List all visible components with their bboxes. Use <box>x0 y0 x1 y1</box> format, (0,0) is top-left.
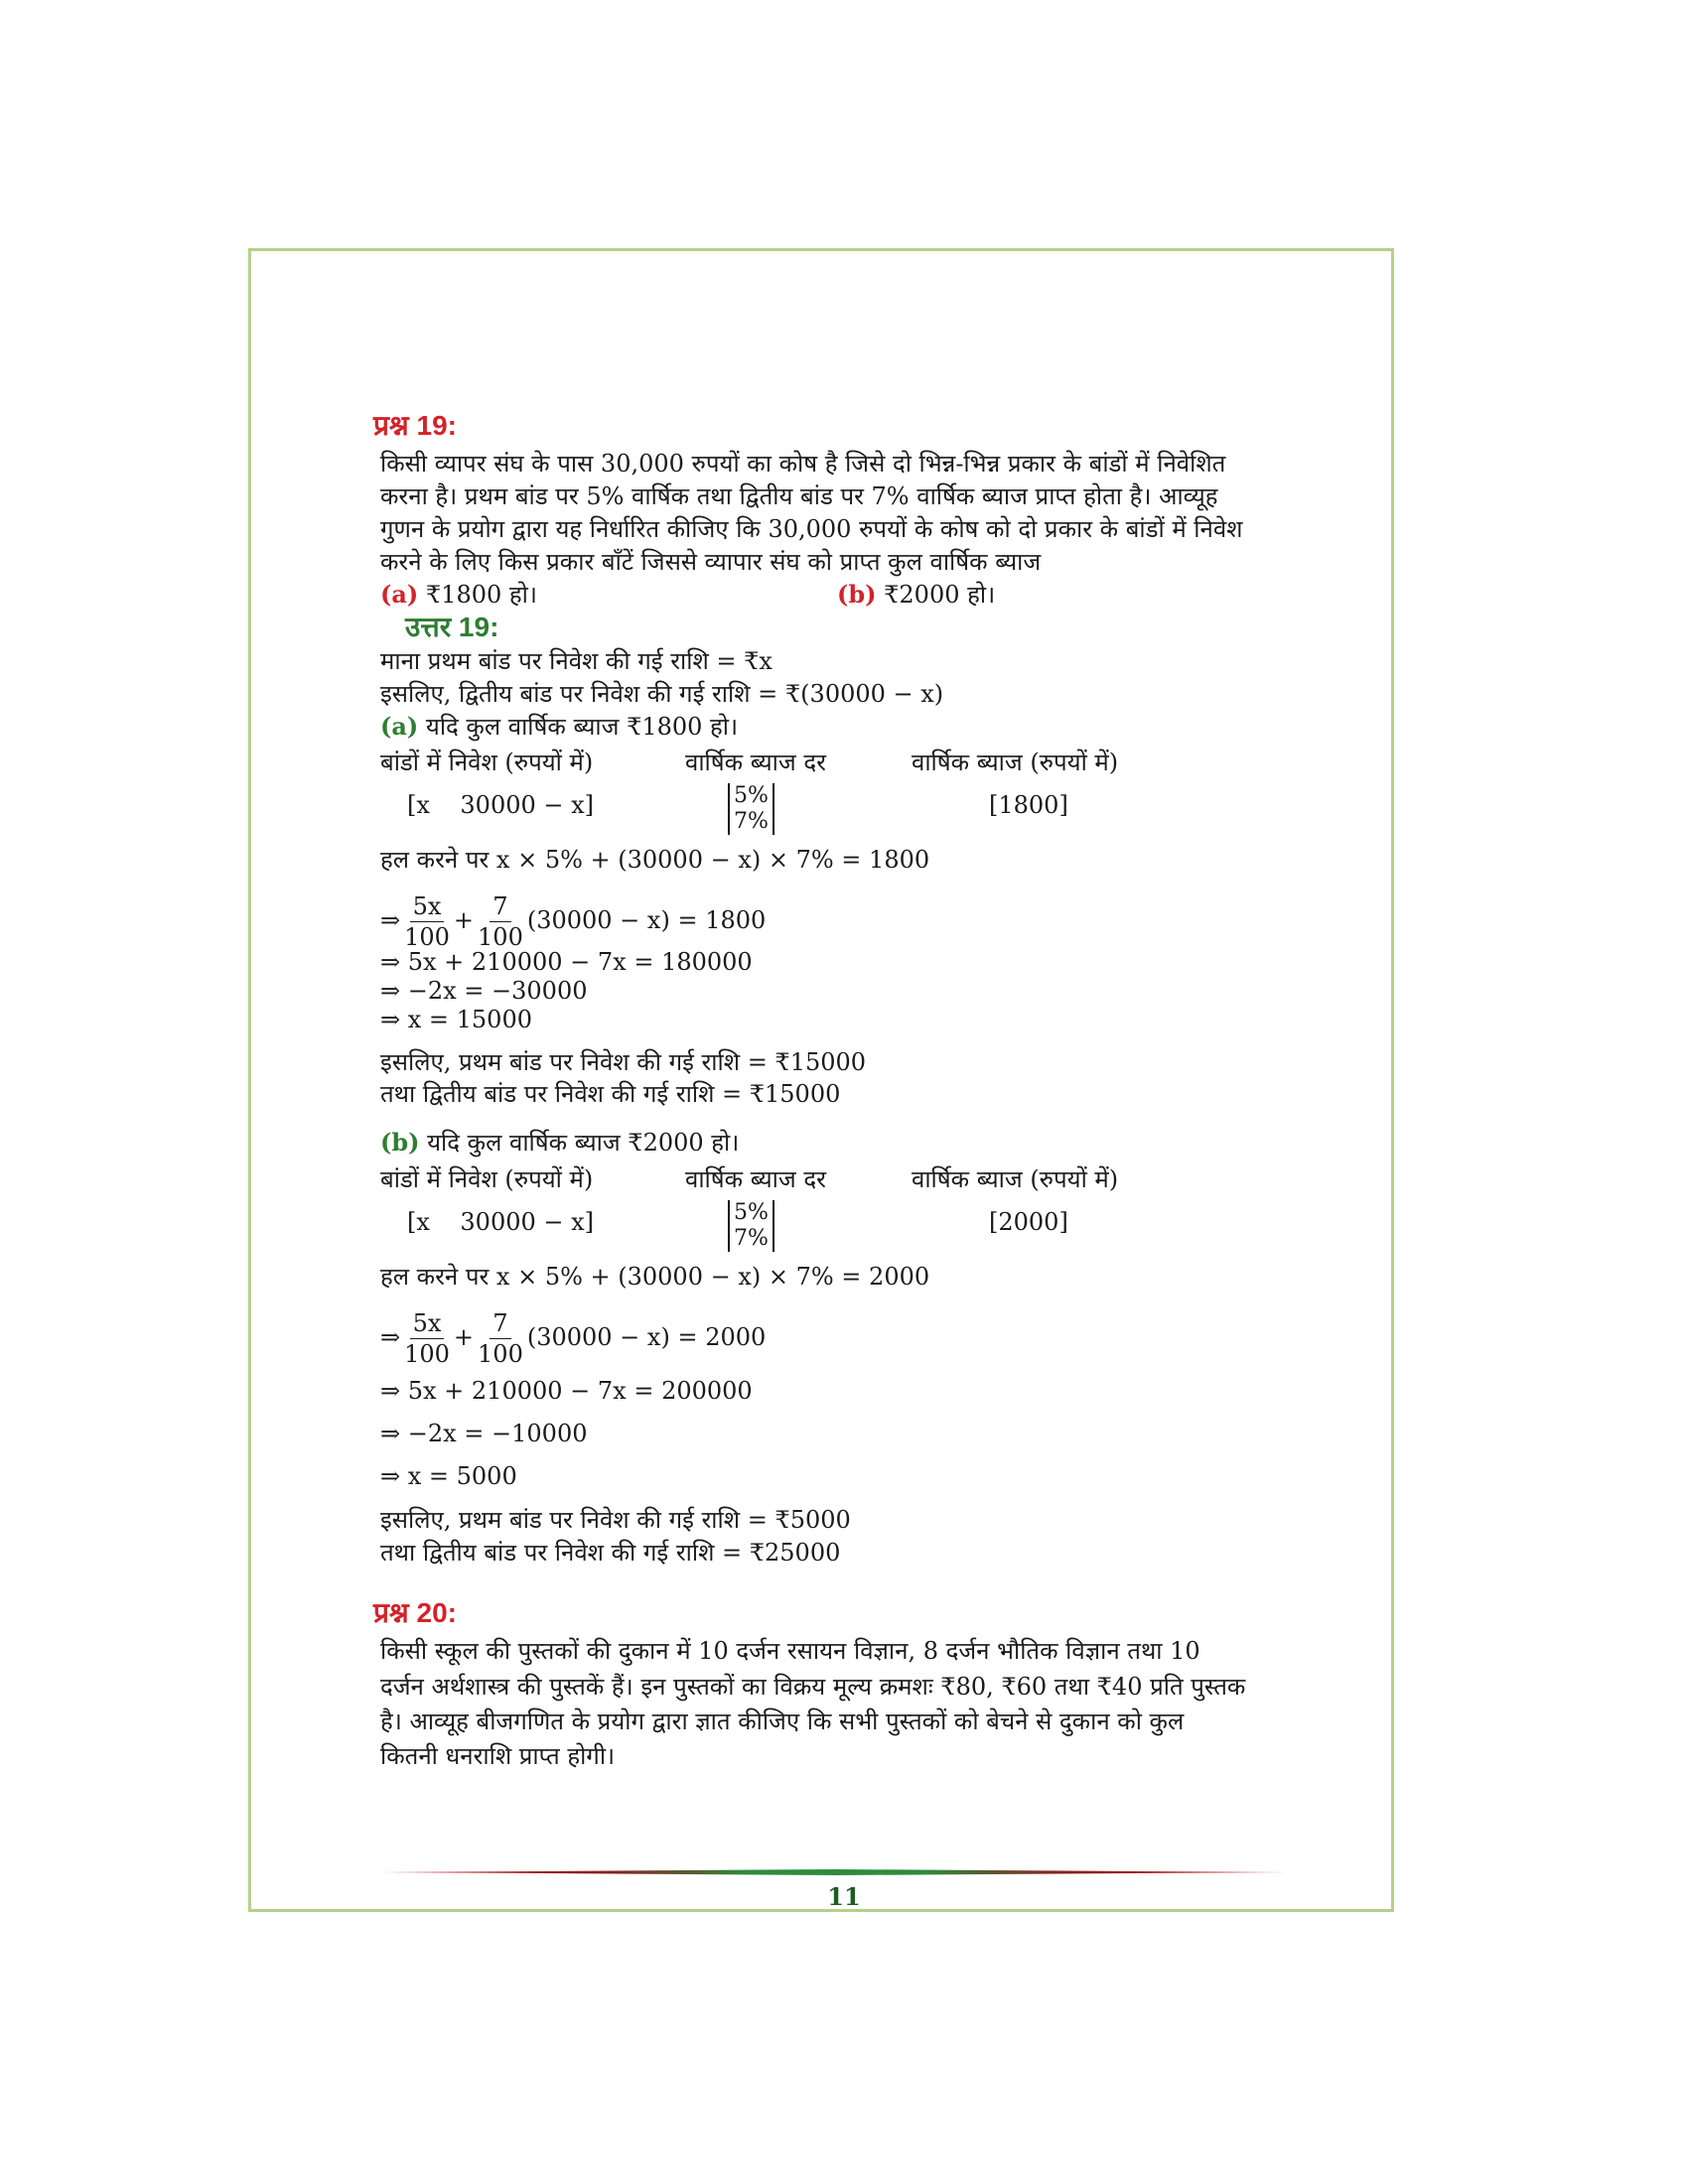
rate-1: 5% <box>734 783 769 808</box>
question-text-line: करने के लिए किस प्रकार बाँटें जिससे व्यापार संघ को प्राप्त कुल वार्षिक ब्याज <box>380 548 1042 576</box>
conclusion-1: इसलिए, प्रथम बांड पर निवेश की गई राशि = ₹5000 <box>380 1506 851 1534</box>
question-text-line: दर्जन अर्थशास्त्र की पुस्तकें हैं। इन पुस्तकों का विक्रय मूल्य क्रमशः ₹80, ₹60 तथा ₹40 प्रति पुस्तक <box>380 1673 1246 1701</box>
table-header-rate: वार्षिक ब्याज दर <box>685 749 826 776</box>
step: ⇒ x = 5000 <box>380 1462 517 1490</box>
option-a-label: (a) <box>380 580 419 609</box>
denominator: 100 <box>404 1340 450 1368</box>
plus-sign: + <box>453 906 475 934</box>
option-b-text: ₹2000 हो। <box>884 581 996 609</box>
denominator: 100 <box>478 1340 523 1368</box>
numerator: 5x <box>410 891 445 922</box>
numerator: 5x <box>410 1308 445 1339</box>
question-text-line: करना है। प्रथम बांड पर 5% वार्षिक तथा द्वितीय बांड पर 7% वार्षिक ब्याज प्राप्त होता है। आव्यूह <box>380 482 1218 510</box>
numerator: 7 <box>490 1308 510 1339</box>
table-header-investment: बांडों में निवेश (रुपयों में) <box>380 749 594 776</box>
option-b <box>837 580 995 610</box>
solve-equation: हल करने पर x × 5% + (30000 − x) × 7% = 1800 <box>380 846 930 874</box>
step: ⇒ 5x + 210000 − 7x = 180000 <box>380 948 753 976</box>
answer-19-heading: उत्तर 19: <box>405 612 499 642</box>
question-text-line: किसी स्कूल की पुस्तकों की दुकान में 10 दर्जन रसायन विज्ञान, 8 दर्जन भौतिक विज्ञान तथा 10 <box>380 1637 1200 1665</box>
question-19-heading: प्रश्न 19: <box>373 410 457 441</box>
fraction-equation <box>380 1308 766 1369</box>
step: ⇒ 5x + 210000 − 7x = 200000 <box>380 1377 753 1405</box>
fraction-rest: (30000 − x) = 1800 <box>526 906 767 934</box>
part-a-text: यदि कुल वार्षिक ब्याज ₹1800 हो। <box>425 713 739 741</box>
question-text-line: है। आव्यूह बीजगणित के प्रयोग द्वारा ज्ञात कीजिए कि सभी पुस्तकों को बेचने से दुकान को कुल <box>380 1707 1185 1735</box>
let-statement-2: इसलिए, द्वितीय बांड पर निवेश की गई राशि = ₹(30000 − x) <box>380 680 944 708</box>
step: ⇒ −2x = −30000 <box>380 977 588 1005</box>
denominator: 100 <box>478 923 523 951</box>
table-header-interest: वार्षिक ब्याज (रुपयों में) <box>912 1165 1119 1193</box>
conclusion-1: इसलिए, प्रथम बांड पर निवेश की गई राशि = ₹15000 <box>380 1048 867 1076</box>
option-a-text: ₹1800 हो। <box>425 581 537 609</box>
question-text-line: किसी व्यापर संघ के पास 30,000 रुपयों का कोष है जिसे दो भिन्न-भिन्न प्रकार के बांडों में निवेशित <box>380 450 1226 478</box>
table-header-rate: वार्षिक ब्याज दर <box>685 1165 826 1193</box>
part-b-label: (b) <box>380 1128 420 1157</box>
interest-result-matrix: [1800] <box>989 791 1068 819</box>
interest-result-matrix: [2000] <box>989 1208 1068 1236</box>
fraction-rest: (30000 − x) = 2000 <box>526 1323 767 1351</box>
solve-equation: हल करने पर x × 5% + (30000 − x) × 7% = 2000 <box>380 1263 930 1291</box>
investment-row-matrix: [x 30000 − x] <box>407 1208 595 1236</box>
rate-2: 7% <box>734 809 769 834</box>
part-a-label: (a) <box>380 712 419 741</box>
question-text-line: गुणन के प्रयोग द्वारा यह निर्धारित कीजिए कि 30,000 रुपयों के कोष को दो प्रकार के बांडों में निवेश <box>380 515 1243 543</box>
table-header-investment: बांडों में निवेश (रुपयों में) <box>380 1165 594 1193</box>
table-header-interest: वार्षिक ब्याज (रुपयों में) <box>912 749 1119 776</box>
rate-2: 7% <box>734 1226 769 1251</box>
conclusion-2: तथा द्वितीय बांड पर निवेश की गई राशि = ₹15000 <box>380 1080 841 1108</box>
page-number: 11 <box>827 1882 861 1911</box>
part-b-text: यदि कुल वार्षिक ब्याज ₹2000 हो। <box>427 1129 740 1157</box>
option-a <box>380 580 537 610</box>
part-b-title <box>380 1128 739 1158</box>
question-20-heading: प्रश्न 20: <box>373 1597 457 1628</box>
step: ⇒ x = 15000 <box>380 1006 532 1033</box>
fraction-equation <box>380 891 766 952</box>
rate-1: 5% <box>734 1200 769 1225</box>
rate-column-matrix <box>728 1196 774 1252</box>
option-b-label: (b) <box>837 580 877 609</box>
denominator: 100 <box>404 923 450 951</box>
numerator: 7 <box>490 891 510 922</box>
rate-column-matrix <box>728 779 774 835</box>
let-statement-1: माना प्रथम बांड पर निवेश की गई राशि = ₹x <box>380 647 773 675</box>
implies-symbol: ⇒ <box>380 1323 401 1351</box>
conclusion-2: तथा द्वितीय बांड पर निवेश की गई राशि = ₹25000 <box>380 1539 841 1567</box>
implies-symbol: ⇒ <box>380 906 401 934</box>
step: ⇒ −2x = −10000 <box>380 1420 588 1447</box>
question-text-line: कितनी धनराशि प्राप्त होगी। <box>380 1742 616 1770</box>
part-a-title <box>380 712 738 742</box>
plus-sign: + <box>453 1323 475 1351</box>
investment-row-matrix: [x 30000 − x] <box>407 791 595 819</box>
